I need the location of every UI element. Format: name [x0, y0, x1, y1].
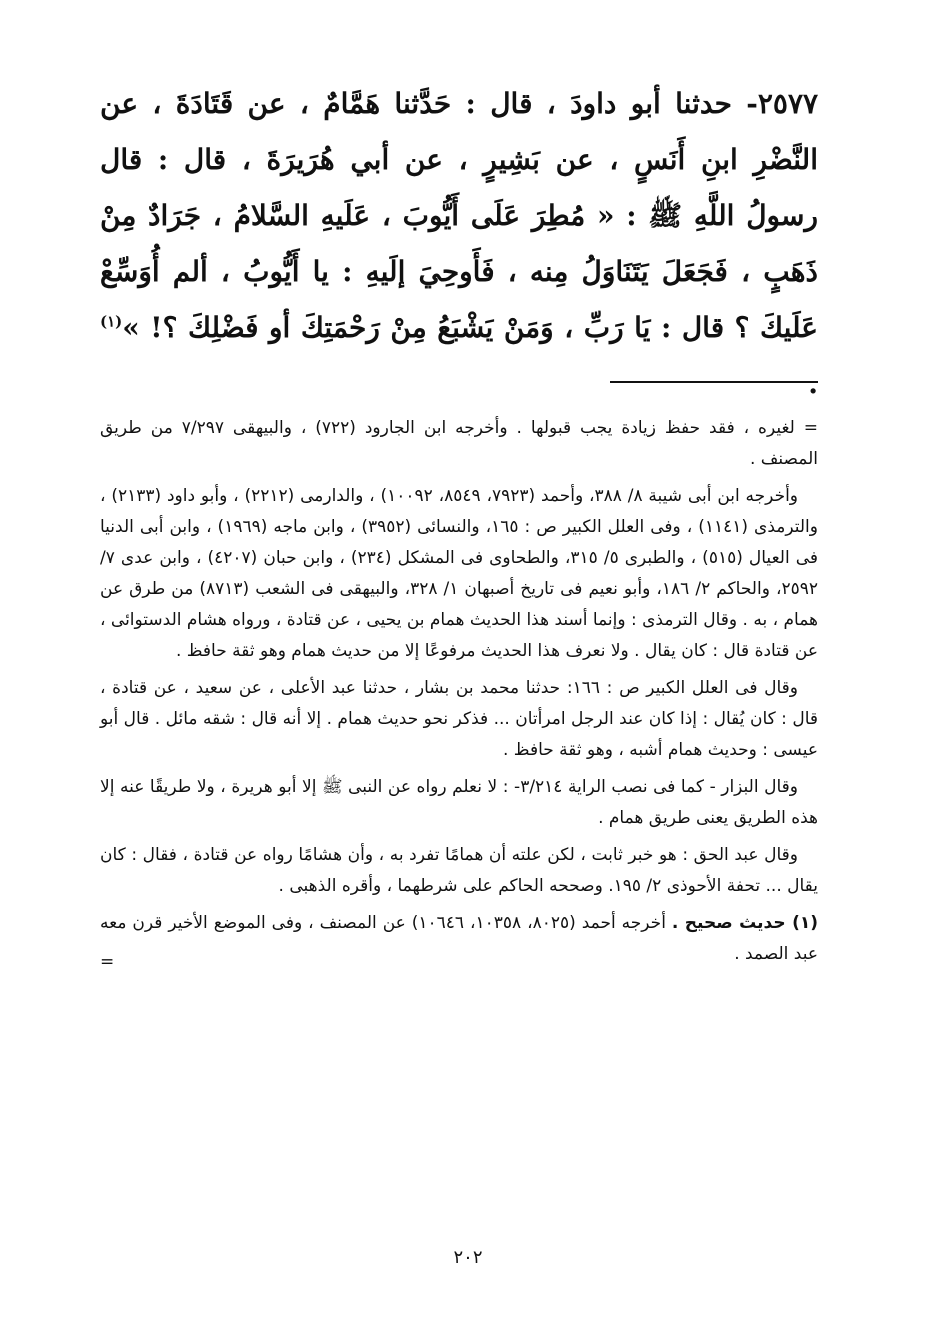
footnote-divider: [610, 381, 818, 383]
note-paragraph-3: وقال فى العلل الكبير ص : ١٦٦: حدثنا محمد بن بشار ، حدثنا عبد الأعلى ، عن سعيد ، عن قتادة ، قال : كان يُقال : إذا كان عند الرجل امرأتان ... فذكر نحو حديث همام . إلا أنه قال : شقه مائل . قال أبو عيسى : وحديث همام أشبه ، وهو ثقة حافظ .: [100, 678, 818, 760]
hadith-paragraph: [100, 76, 818, 412]
note-paragraph-5: وقال عبد الحق : هو خبر ثابت ، لكن علته أن همامًا تفرد به ، وأن هشامًا رواه عن قتادة ، فقال : كان يقال ... تحفة الأحوذى ٢/ ١٩٥. وصححه الحاكم على شرطهما ، وأقره الذهبى .: [100, 845, 818, 896]
hadith-end: .: [808, 367, 818, 400]
note-paragraph-4: وقال البزار - كما فى نصب الراية ٣/٢١٤- : لا نعلم رواه عن النبى ﷺ إلا أبو هريرة ، ولا طريقًا عنه إلا هذه الطريق يعنى طريق همام .: [100, 777, 818, 828]
footnote-1: [100, 908, 818, 970]
note-paragraph-1: = لغيره ، فقد حفظ زيادة يجب قبولها . وأخرجه ابن الجارود (٧٢٢) ، والبيهقى ٧/٢٩٧ من طريق المصنف .: [100, 418, 819, 469]
hadith-text: حدثنا أبو داودَ ، قال : حَدَّثنا هَمَّامٌ ، عن قَتَادَةَ ، عن النَّضْرِ ابنِ أَنَسٍ ، عن بَشِيرٍ ، عن أبي هُرَيرَةَ ، قال : قال رسولُ اللَّهِ ﷺ : « مُطِرَ عَلَى أَيُّوبَ ، عَلَيهِ السَّلامُ ، جَرَادٌ مِنْ ذَهَبٍ ، فَجَعَلَ يَتَنَاوَلُ مِنه ، فَأَوحِيَ إلَيهِ : يا أَيُّوبُ ، ألم أُوَسِّعْ عَلَيكَ ؟ قال : يَا رَبِّ ، وَمَنْ يَشْبَعُ مِنْ رَحْمَتِكَ أو فَضْلِكَ ؟! »: [100, 87, 818, 344]
footnote-1-text: أخرجه أحمد (٨٠٢٥، ١٠٣٥٨، ١٠٦٤٦) عن المصنف ، وفى الموضع الأخير قرن معه عبد الصمد .: [100, 913, 818, 964]
note-paragraph-2: وأخرجه ابن أبى شيبة ٨/ ٣٨٨، وأحمد (٧٩٢٣، ٨٥٤٩، ١٠٠٩٢) ، والدارمى (٢٢١٢) ، وأبو داود (٢١٣٣) ، والترمذى (١١٤١) ، وفى العلل الكبير ص : ١٦٥، والنسائى (٣٩٥٢) ، وابن ماجه (١٩٦٩) ، وابن أبى الدنيا فى العيال (٥١٥) ، والطبرى ٥/ ٣١٥، والطحاوى فى المشكل (٢٣٤) ، وابن حبان (٤٢٠٧) ، وابن عدى ٧/ ٢٥٩٢، والحاكم ٢/ ١٨٦، وأبو نعيم فى تاريخ أصبهان ١/ ٣٢٨، والبيهقى فى الشعب (٨٧١٣) من طرق عن همام ، به . وقال الترمذى : وإنما أسند هذا الحديث همام بن يحيى ، عن قتادة ، ورواه هشام الدستوائى ، عن قتادة قال : كان يقال . ولا نعرف هذا الحديث مرفوعًا إلا من حديث همام وهو ثقة حافظ .: [100, 486, 819, 661]
main-text-block: [100, 76, 818, 412]
footnote-reference: (١): [100, 312, 123, 331]
continuation-mark: =: [100, 952, 115, 972]
page-number: ٢٠٢: [453, 1247, 483, 1268]
footnotes-block: [100, 413, 818, 976]
footnote-1-label: (١) حديث صحيح .: [671, 913, 819, 933]
hadith-number: ٢٥٧٧-: [746, 87, 819, 120]
